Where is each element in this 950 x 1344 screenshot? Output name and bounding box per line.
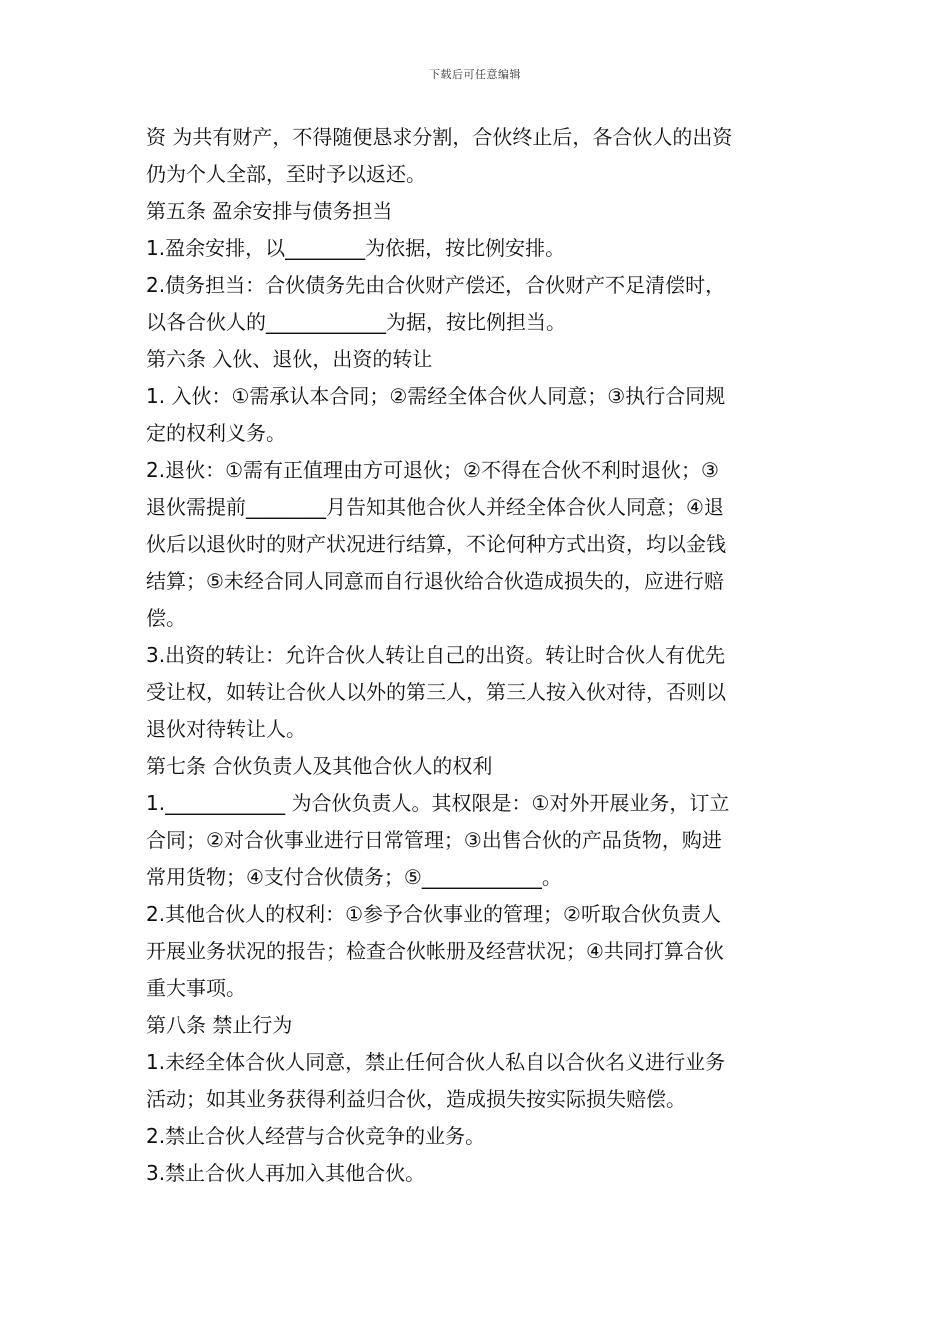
text-line: 1.盈余安排，以________为依据，按比例安排。 <box>146 236 566 260</box>
text-line: 以各合伙人的____________为据，按比例担当。 <box>146 310 566 334</box>
text-line: 开展业务状况的报告；检查合伙帐册及经营状况；④共同打算合伙 <box>146 939 724 963</box>
text-line: 2.禁止合伙人经营与合伙竞争的业务。 <box>146 1124 486 1148</box>
text-line: 定的权利义务。 <box>146 421 286 445</box>
text-line: 偿。 <box>146 606 186 630</box>
text-line: 伙后以退伙时的财产状况进行结算，不论何种方式出资，均以金钱 <box>146 532 726 556</box>
section-heading: 第六条 入伙、退伙，出资的转让 <box>146 347 433 371</box>
text-line: 活动；如其业务获得利益归合伙，造成损失按实际损失赔偿。 <box>146 1087 686 1111</box>
text-line: 2.退伙：①需有正值理由方可退伙；②不得在合伙不利时退伙；③ <box>146 458 719 482</box>
section-heading: 第七条 合伙负责人及其他合伙人的权利 <box>146 754 493 778</box>
text-line: 重大事项。 <box>146 976 246 1000</box>
text-line: 1. 入伙：①需承认本合同；②需经全体合伙人同意；③执行合同规 <box>146 384 726 408</box>
text-line: 仍为个人全部，至时予以返还。 <box>146 162 426 186</box>
text-line: 结算；⑤未经合同人同意而自行退伙给合伙造成损失的，应进行赔 <box>146 569 724 593</box>
text-line: 3.禁止合伙人再加入其他合伙。 <box>146 1161 426 1185</box>
text-line: 合同；②对合伙事业进行日常管理；③出售合伙的产品货物，购进 <box>146 828 722 852</box>
text-line: 3.出资的转让：允许合伙人转让自己的出资。转让时合伙人有优先 <box>146 643 726 667</box>
text-line: 受让权，如转让合伙人以外的第三人，第三人按入伙对待，否则以 <box>146 680 726 704</box>
text-line: 退伙对待转让人。 <box>146 717 306 741</box>
section-heading: 第八条 禁止行为 <box>146 1013 293 1037</box>
text-line: 2.债务担当：合伙债务先由合伙财产偿还，合伙财产不足清偿时， <box>146 273 726 297</box>
text-line: 1.未经全体合伙人同意，禁止任何合伙人私自以合伙名义进行业务 <box>146 1050 726 1074</box>
page-header: 下载后可任意编辑 <box>429 68 521 81</box>
text-line: 常用货物；④支付合伙债务；⑤____________。 <box>146 865 562 889</box>
text-line: 退伙需提前________月告知其他合伙人并经全体合伙人同意；④退 <box>146 495 724 519</box>
document-body <box>146 119 810 1192</box>
text-line: 1.____________ 为合伙负责人。其权限是：①对外开展业务，订立 <box>146 791 730 815</box>
text-line: 2.其他合伙人的权利：①参予合伙事业的管理；②听取合伙负责人 <box>146 902 721 926</box>
section-heading: 第五条 盈余安排与债务担当 <box>146 199 393 223</box>
text-line: 资 为共有财产，不得随便恳求分割，合伙终止后，各合伙人的出资 <box>146 125 733 149</box>
